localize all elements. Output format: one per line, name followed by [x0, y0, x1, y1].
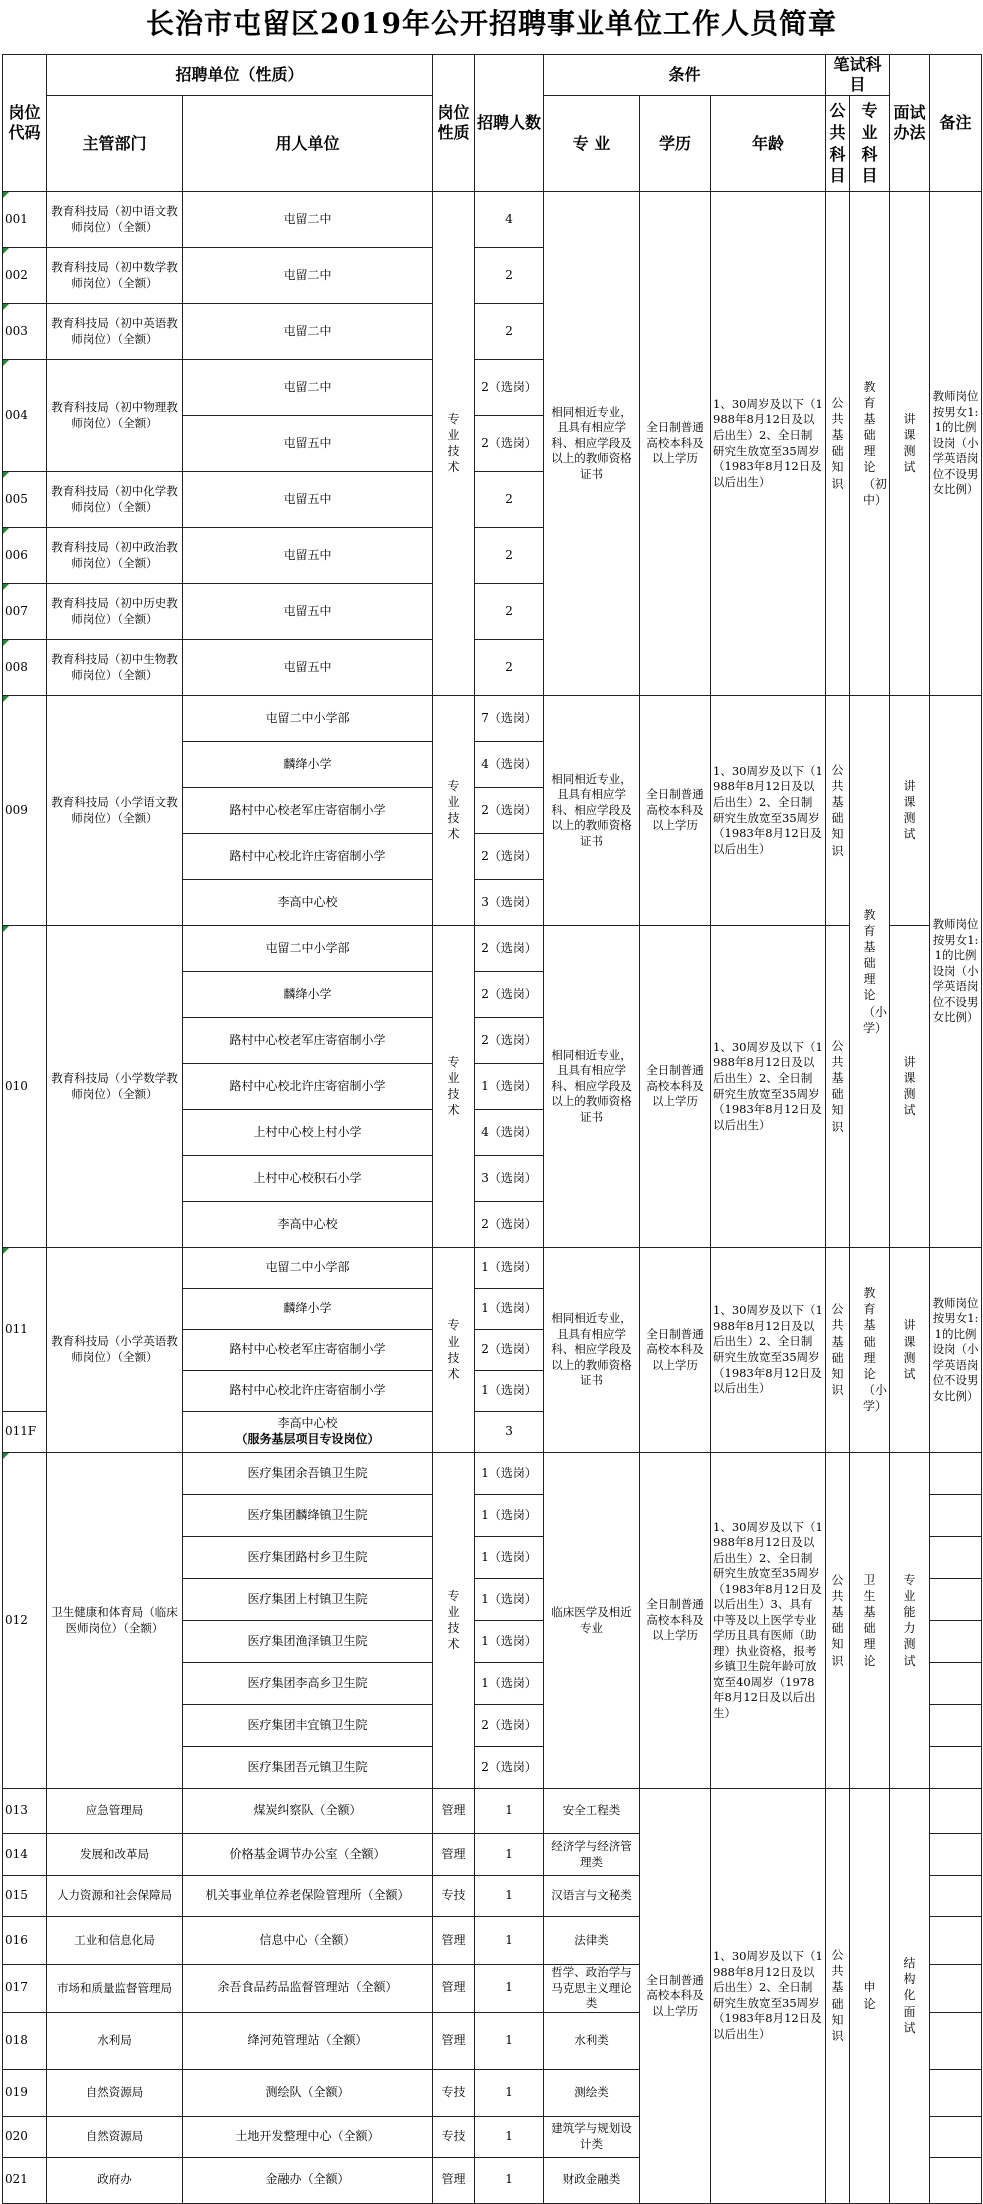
count-cell: 1 — [475, 2069, 544, 2116]
count-cell: 1（选岗） — [475, 1248, 544, 1289]
remark-cell — [930, 2116, 982, 2157]
count-cell: 4（选岗） — [475, 1110, 544, 1156]
employer-cell: 土地开发整理中心（全额） — [183, 2116, 433, 2157]
remark-cell — [930, 1789, 982, 1834]
count-cell: 1（选岗） — [475, 1453, 544, 1495]
count-cell: 1 — [475, 2116, 544, 2157]
employer-cell: 屯留二中小学部 — [183, 696, 433, 742]
count-cell: 1 — [475, 1876, 544, 1917]
count-cell: 2（选岗） — [475, 1202, 544, 1248]
nature-cell: 管理 — [433, 2012, 475, 2069]
header-prof — [850, 96, 890, 192]
dept-cell: 教育科技局（初中政治教师岗位）（全额） — [47, 528, 183, 584]
dept-cell: 教育科技局（初中数学教师岗位）（全额） — [47, 248, 183, 304]
count-cell: 4 — [475, 192, 544, 248]
cell-text: 申论 — [863, 1980, 876, 2011]
interview-cell — [890, 1453, 930, 1789]
major-cell: 相同相近专业，且具有相应学科、相应学段及以上的教师资格证书 — [544, 696, 640, 926]
remark-cell — [930, 1917, 982, 1965]
dept-cell: 自然资源局 — [47, 2116, 183, 2157]
major-cell: 安全工程类 — [544, 1789, 640, 1834]
public-cell — [826, 926, 850, 1248]
count-cell: 1（选岗） — [475, 1495, 544, 1537]
cell-text: 讲课测试 — [903, 411, 916, 475]
cell-text: 专业技术 — [447, 1054, 460, 1118]
employer-cell: 医疗集团上村镇卫生院 — [183, 1579, 433, 1621]
cell-text: 专业技术 — [447, 1588, 460, 1652]
dept-cell: 卫生健康和体育局（临床医师岗位）（全额） — [47, 1453, 183, 1789]
table-row — [3, 696, 982, 742]
header-interview: 面试办法 — [890, 55, 930, 192]
employer-cell: 屯留二中 — [183, 304, 433, 360]
major-cell: 相同相近专业，且具有相应学科、相应学段及以上的教师资格证书 — [544, 192, 640, 696]
recruitment-table — [2, 54, 982, 2204]
remark-cell — [930, 1453, 982, 1495]
count-cell: 1 — [475, 1789, 544, 1834]
header-conditions: 条件 — [544, 55, 826, 96]
public-cell — [826, 1248, 850, 1453]
cell-text: 专业技术 — [447, 411, 460, 475]
interview-cell — [890, 926, 930, 1248]
table-row — [3, 1453, 982, 1495]
remark-cell — [930, 1621, 982, 1663]
count-cell: 2（选岗） — [475, 360, 544, 416]
count-cell: 2（选岗） — [475, 1705, 544, 1747]
code-cell: 014 — [3, 1834, 47, 1876]
code-cell: 003 — [3, 304, 47, 360]
major-cell: 财政金融类 — [544, 2157, 640, 2203]
employer-cell: 路村中心校北许庄寄宿制小学 — [183, 1064, 433, 1110]
employer-cell: 路村中心校老军庄寄宿制小学 — [183, 1330, 433, 1371]
dept-cell: 教育科技局（初中物理教师岗位）（全额） — [47, 360, 183, 472]
count-cell: 1 — [475, 1917, 544, 1965]
cell-text: 公共基础知识 — [831, 1038, 844, 1134]
employer-cell: 屯留五中 — [183, 584, 433, 640]
count-cell: 3（选岗） — [475, 880, 544, 926]
count-cell: 2 — [475, 472, 544, 528]
dept-cell: 人力资源和社会保障局 — [47, 1876, 183, 1917]
nature-cell — [433, 1453, 475, 1789]
header-count: 招聘人数 — [475, 55, 544, 192]
header-written: 笔试科目 — [826, 55, 890, 96]
header-nature: 岗位性质 — [433, 55, 475, 192]
code-cell: 007 — [3, 584, 47, 640]
dept-cell: 教育科技局（初中生物教师岗位）（全额） — [47, 640, 183, 696]
remark-cell: 教师岗位按男女1:1的比例设岗（小学英语岗位不设男女比例） — [930, 1248, 982, 1453]
table-row — [3, 1789, 982, 1834]
dept-cell: 应急管理局 — [47, 1789, 183, 1834]
employer-cell: 煤炭纠察队（全额） — [183, 1789, 433, 1834]
count-cell: 1 — [475, 2012, 544, 2069]
major-cell: 建筑学与规划设计类 — [544, 2116, 640, 2157]
cell-text: 专业科目 — [861, 101, 878, 186]
header-public — [826, 96, 850, 192]
cell-text: 公共科目 — [829, 101, 846, 186]
code-cell: 019 — [3, 2069, 47, 2116]
cell-text: 讲课测试 — [903, 1318, 916, 1381]
employer-cell: 机关事业单位养老保险管理所（全额） — [183, 1876, 433, 1917]
count-cell: 1（选岗） — [475, 1289, 544, 1330]
employer-cell: 医疗集团路村乡卫生院 — [183, 1537, 433, 1579]
code-cell: 002 — [3, 248, 47, 304]
nature-cell — [433, 192, 475, 696]
count-cell: 1（选岗） — [475, 1537, 544, 1579]
count-cell: 2 — [475, 528, 544, 584]
code-cell: 021 — [3, 2157, 47, 2203]
dept-cell: 教育科技局（初中英语教师岗位）（全额） — [47, 304, 183, 360]
nature-cell: 管理 — [433, 1965, 475, 2013]
employer-cell: 麟绛小学 — [183, 972, 433, 1018]
employer-cell: 绛河苑管理站（全额） — [183, 2012, 433, 2069]
header-unit: 招聘单位（性质） — [47, 55, 433, 96]
code-cell: 020 — [3, 2116, 47, 2157]
cell-text: 讲课测试 — [903, 1054, 916, 1118]
age-cell: 1、30周岁及以下（1988年8月12日及以后出生）2、全日制研究生放宽至35周岁（1983年8月12日及以后出生） — [711, 192, 826, 696]
dept-cell: 市场和质量监督管理局 — [47, 1965, 183, 2013]
remark-cell — [930, 2012, 982, 2069]
major-cell: 临床医学及相近专业 — [544, 1453, 640, 1789]
table-row — [3, 192, 982, 248]
cell-text: 专业技术 — [447, 778, 460, 842]
employer-cell: 屯留五中 — [183, 640, 433, 696]
prof-cell — [850, 192, 890, 696]
nature-cell: 专技 — [433, 2069, 475, 2116]
employer-cell: 屯留二中 — [183, 360, 433, 416]
employer-cell: 屯留五中 — [183, 528, 433, 584]
employer-cell: 信息中心（全额） — [183, 1917, 433, 1965]
count-cell: 2（选岗） — [475, 926, 544, 972]
remark-cell — [930, 1537, 982, 1579]
remark-cell: 教师岗位按男女1:1的比例设岗（小学英语岗位不设男女比例） — [930, 696, 982, 1248]
employer-cell: 金融办（全额） — [183, 2157, 433, 2203]
prof-cell — [850, 1453, 890, 1789]
count-cell: 2（选岗） — [475, 972, 544, 1018]
employer-cell: 屯留五中 — [183, 416, 433, 472]
remark-cell: 教师岗位按男女1:1的比例设岗（小学英语岗位不设男女比例） — [930, 192, 982, 696]
nature-cell: 专技 — [433, 1876, 475, 1917]
code-cell: 017 — [3, 1965, 47, 2013]
dept-cell: 发展和改革局 — [47, 1834, 183, 1876]
interview-cell — [890, 192, 930, 696]
employer-cell: 医疗集团吾元镇卫生院 — [183, 1747, 433, 1789]
header-employer: 用人单位 — [183, 96, 433, 192]
remark-cell — [930, 1747, 982, 1789]
cell-text: 公共基础知识 — [831, 1302, 844, 1398]
cell-text: 公共基础知识 — [831, 1572, 844, 1668]
age-cell: 1、30周岁及以下（1988年8月12日及以后出生）2、全日制研究生放宽至35周岁（1983年8月12日及以后出生） — [711, 926, 826, 1248]
code-cell: 011 — [3, 1248, 47, 1412]
remark-cell — [930, 1495, 982, 1537]
dept-cell: 政府办 — [47, 2157, 183, 2203]
cell-text: 公共基础知识 — [831, 395, 844, 491]
employer-cell: 屯留二中 — [183, 192, 433, 248]
count-cell: 3 — [475, 1412, 544, 1453]
employer-cell: 医疗集团李高乡卫生院 — [183, 1663, 433, 1705]
remark-cell — [930, 2069, 982, 2116]
count-cell: 1 — [475, 2157, 544, 2203]
cell-text: 专业技术 — [447, 1318, 460, 1381]
dept-cell: 教育科技局（小学语文教师岗位）（全额） — [47, 696, 183, 926]
table-row — [3, 55, 982, 96]
major-cell: 哲学、政治学与马克思主义理论类 — [544, 1965, 640, 2013]
nature-cell: 专技 — [433, 2116, 475, 2157]
table-row — [3, 1248, 982, 1289]
employer-cell: 价格基金调节办公室（全额） — [183, 1834, 433, 1876]
age-cell: 1、30周岁及以下（1988年8月12日及以后出生）2、全日制研究生放宽至35周岁（1983年8月12日及以后出生）3、具有中等及以上医学专业学历且具有医师（助理）执业资格，报考乡镇卫生院年龄可放宽至40周岁（1978年8月12日及以后出生） — [711, 1453, 826, 1789]
dept-cell: 教育科技局（初中语文教师岗位）（全额） — [47, 192, 183, 248]
count-cell: 2 — [475, 640, 544, 696]
employer-cell: 医疗集团余吾镇卫生院 — [183, 1453, 433, 1495]
code-cell: 010 — [3, 926, 47, 1248]
public-cell — [826, 192, 850, 696]
employer-cell: 余吾食品药品监督管理站（全额） — [183, 1965, 433, 2013]
prof-cell — [850, 1789, 890, 2204]
employer-cell: 路村中心校老军庄寄宿制小学 — [183, 1018, 433, 1064]
cell-text: 公共基础知识 — [831, 762, 844, 858]
public-cell — [826, 696, 850, 926]
cell-text: 卫生基础理论 — [863, 1572, 876, 1668]
nature-cell — [433, 926, 475, 1248]
age-cell: 1、30周岁及以下（1988年8月12日及以后出生）2、全日制研究生放宽至35周岁（1983年8月12日及以后出生） — [711, 1248, 826, 1453]
count-cell: 1（选岗） — [475, 1663, 544, 1705]
code-cell: 018 — [3, 2012, 47, 2069]
employer-cell: 屯留五中 — [183, 472, 433, 528]
edu-cell: 全日制普通高校本科及以上学历 — [640, 696, 711, 926]
interview-cell — [890, 1248, 930, 1453]
employer-cell: 麟绛小学 — [183, 1289, 433, 1330]
remark-cell — [930, 1965, 982, 2013]
table-row — [3, 926, 982, 972]
major-cell: 相同相近专业，且具有相应学科、相应学段及以上的教师资格证书 — [544, 926, 640, 1248]
major-cell: 经济学与经济管理类 — [544, 1834, 640, 1876]
nature-cell — [433, 1248, 475, 1453]
header-major: 专 业 — [544, 96, 640, 192]
cell-text: 公共基础知识 — [831, 1948, 844, 2043]
major-cell: 汉语言与文秘类 — [544, 1876, 640, 1917]
public-cell — [826, 1789, 850, 2204]
header-remark: 备注 — [930, 55, 982, 192]
count-cell: 2（选岗） — [475, 1018, 544, 1064]
count-cell: 1（选岗） — [475, 1371, 544, 1412]
employer-cell: 路村中心校北许庄寄宿制小学 — [183, 1371, 433, 1412]
code-cell: 012 — [3, 1453, 47, 1789]
employer-cell: 测绘队（全额） — [183, 2069, 433, 2116]
cell-subtext: （服务基层项目专设岗位） — [235, 1432, 380, 1446]
count-cell: 2 — [475, 584, 544, 640]
code-cell: 006 — [3, 528, 47, 584]
count-cell: 2（选岗） — [475, 1747, 544, 1789]
count-cell: 1（选岗） — [475, 1064, 544, 1110]
edu-cell: 全日制普通高校本科及以上学历 — [640, 926, 711, 1248]
header-age: 年龄 — [711, 96, 826, 192]
cell-text: 讲课测试 — [903, 778, 916, 842]
header-dept: 主管部门 — [47, 96, 183, 192]
major-cell: 法律类 — [544, 1917, 640, 1965]
count-cell: 2（选岗） — [475, 788, 544, 834]
cell-text: 教育基础理论（小学） — [862, 1286, 887, 1414]
dept-cell: 工业和信息化局 — [47, 1917, 183, 1965]
nature-cell: 管理 — [433, 1789, 475, 1834]
edu-cell: 全日制普通高校本科及以上学历 — [640, 1453, 711, 1789]
count-cell: 2（选岗） — [475, 1330, 544, 1371]
edu-cell: 全日制普通高校本科及以上学历 — [640, 1248, 711, 1453]
employer-cell: 医疗集团渔泽镇卫生院 — [183, 1621, 433, 1663]
count-cell: 1（选岗） — [475, 1579, 544, 1621]
count-cell: 3（选岗） — [475, 1156, 544, 1202]
dept-cell: 教育科技局（小学英语教师岗位）（全额） — [47, 1248, 183, 1453]
age-cell: 1、30周岁及以下（1988年8月12日及以后出生）2、全日制研究生放宽至35周岁（1983年8月12日及以后出生） — [711, 696, 826, 926]
code-cell: 005 — [3, 472, 47, 528]
interview-cell — [890, 1789, 930, 2204]
count-cell: 1（选岗） — [475, 1621, 544, 1663]
employer-cell: 上村中心校上村小学 — [183, 1110, 433, 1156]
remark-cell — [930, 2157, 982, 2203]
remark-cell — [930, 1834, 982, 1876]
employer-cell: 屯留二中 — [183, 248, 433, 304]
interview-cell — [890, 696, 930, 926]
employer-cell: 麟绛小学 — [183, 742, 433, 788]
employer-cell: 上村中心校积石小学 — [183, 1156, 433, 1202]
code-cell: 009 — [3, 696, 47, 926]
count-cell: 2 — [475, 304, 544, 360]
remark-cell — [930, 1876, 982, 1917]
count-cell: 2（选岗） — [475, 416, 544, 472]
count-cell: 1 — [475, 1834, 544, 1876]
dept-cell: 教育科技局（初中化学教师岗位）（全额） — [47, 472, 183, 528]
nature-cell — [433, 696, 475, 926]
code-cell: 013 — [3, 1789, 47, 1834]
dept-cell: 水利局 — [47, 2012, 183, 2069]
employer-cell: 李高中心校 — [183, 1202, 433, 1248]
dept-cell: 自然资源局 — [47, 2069, 183, 2116]
remark-cell — [930, 1579, 982, 1621]
employer-cell: 路村中心校北许庄寄宿制小学 — [183, 834, 433, 880]
dept-cell: 教育科技局（小学数学教师岗位）（全额） — [47, 926, 183, 1248]
remark-cell — [930, 1705, 982, 1747]
dept-cell: 教育科技局（初中历史教师岗位）（全额） — [47, 584, 183, 640]
code-cell: 016 — [3, 1917, 47, 1965]
cell-text: 结构化面试 — [903, 1956, 916, 2035]
code-cell: 004 — [3, 360, 47, 472]
major-cell: 相同相近专业，且具有相应学科、相应学段及以上的教师资格证书 — [544, 1248, 640, 1453]
nature-cell: 管理 — [433, 2157, 475, 2203]
prof-cell — [850, 1248, 890, 1453]
employer-cell: 医疗集团丰宜镇卫生院 — [183, 1705, 433, 1747]
code-cell: 015 — [3, 1876, 47, 1917]
employer-cell: 屯留二中小学部 — [183, 926, 433, 972]
edu-cell: 全日制普通高校本科及以上学历 — [640, 192, 711, 696]
count-cell: 1 — [475, 1965, 544, 2013]
cell-text: 教育基础理论（小学） — [862, 907, 887, 1035]
employer-cell: 屯留二中小学部 — [183, 1248, 433, 1289]
edu-cell: 全日制普通高校本科及以上学历 — [640, 1789, 711, 2204]
code-cell: 011F — [3, 1412, 47, 1453]
cell-text: 教育基础理论（初中） — [862, 379, 887, 507]
employer-cell: 李高中心校 （服务基层项目专设岗位） — [183, 1412, 433, 1453]
header-edu: 学历 — [640, 96, 711, 192]
code-cell: 001 — [3, 192, 47, 248]
prof-cell — [850, 696, 890, 1248]
code-cell: 008 — [3, 640, 47, 696]
employer-cell: 路村中心校老军庄寄宿制小学 — [183, 788, 433, 834]
employer-cell: 医疗集团麟绛镇卫生院 — [183, 1495, 433, 1537]
age-cell: 1、30周岁及以下（1988年8月12日及以后出生）2、全日制研究生放宽至35周岁（1983年8月12日及以后出生） — [711, 1789, 826, 2204]
public-cell — [826, 1453, 850, 1789]
count-cell: 2（选岗） — [475, 834, 544, 880]
count-cell: 7（选岗） — [475, 696, 544, 742]
nature-cell: 管理 — [433, 1834, 475, 1876]
count-cell: 4（选岗） — [475, 742, 544, 788]
cell-text: 专业能力测试 — [903, 1572, 916, 1668]
remark-cell — [930, 1663, 982, 1705]
major-cell: 测绘类 — [544, 2069, 640, 2116]
count-cell: 2 — [475, 248, 544, 304]
employer-cell: 李高中心校 — [183, 880, 433, 926]
major-cell: 水利类 — [544, 2012, 640, 2069]
header-code: 岗位代码 — [3, 55, 47, 192]
nature-cell: 管理 — [433, 1917, 475, 1965]
page-title: 长治市屯留区2019年公开招聘事业单位工作人员简章 — [146, 7, 837, 40]
